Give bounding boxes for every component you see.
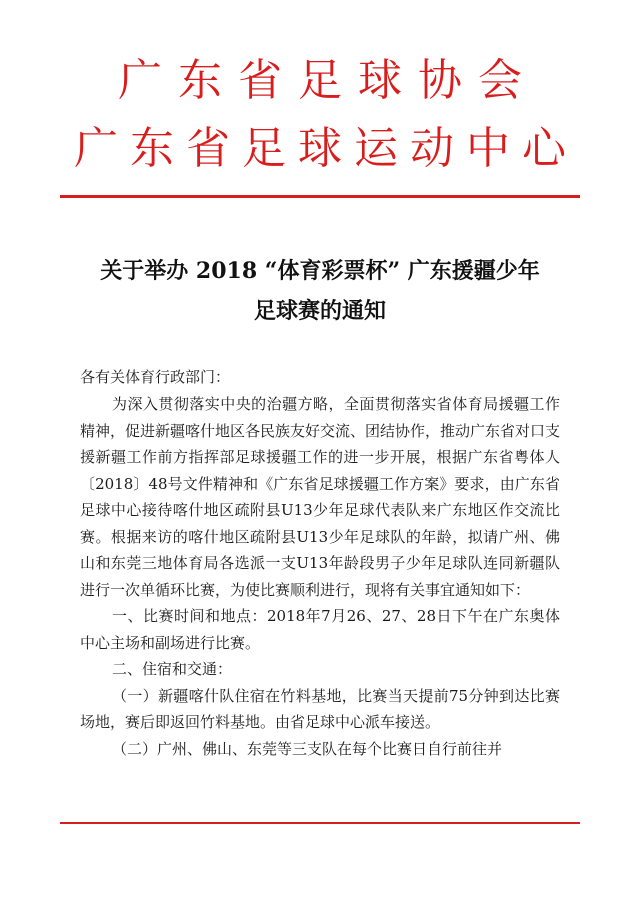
salutation: 各有关体育行政部门： — [80, 368, 231, 386]
intro-paragraph: 为深入贯彻落实中央的治疆方略，全面贯彻落实省体育局援疆工作精神，促进新疆喀什地区各民族友好交流、团结协作，推动广东省对口支援新疆工作前方指挥部足球援疆工作的进一步开展，根据广东省粤体人〔2018〕48号文件精神和《广东省足球援疆工作方案》要求，由广东省足球中心接待喀什地区疏附县U13少年足球代表队来广东地区作交流比赛。根据来访的喀什地区疏附县U13少年足球队的年龄，拟请广州、佛山和东莞三地体育局各选派一支U13年龄段男子少年足球队连同新疆队进行一次单循环比赛，为使比赛顺利进行，现将有关事宜通知如下： — [80, 395, 561, 599]
section-lodging-item1: （一）新疆喀什队住宿在竹料基地，比赛当天提前75分钟到达比赛场地，赛后即返回竹料基地。由省足球中心派车接送。 — [80, 686, 560, 731]
section-lodging-item2: （二）广州、佛山、东莞等三支队在每个比赛日自行前往并 — [112, 739, 503, 758]
notice-title-line2: 足球赛的通知 — [253, 298, 386, 324]
red-divider-bottom — [60, 822, 580, 824]
org-name-center: 广东省足球运动中心 — [74, 123, 578, 174]
section-time-location: 一、比赛时间和地点：2018年7月26、27、28日下午在广东奥体中心主场和副场进行比赛。 — [80, 607, 560, 652]
red-divider-top — [60, 195, 580, 198]
notice-body — [80, 391, 560, 762]
notice-title-line1: 关于举办 2018 “体育彩票杯” 广东援疆少年 — [100, 258, 540, 284]
org-name-association: 广东省足球协会 — [118, 55, 538, 106]
section-lodging-heading: 二、住宿和交通： — [112, 660, 233, 678]
